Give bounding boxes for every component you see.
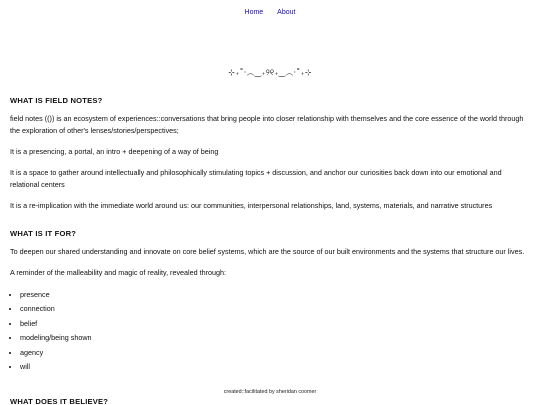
section-what-is-field-notes bbox=[10, 96, 526, 212]
top-nav bbox=[0, 8, 540, 17]
section-what-is-it-for bbox=[10, 229, 526, 374]
list-item: • connection bbox=[20, 302, 526, 316]
paragraph: It is a re-implication with the immediate world around us: our communities, interpersonal relationships, land, systems, materials, and narrative structures bbox=[10, 201, 493, 210]
section-heading-what-is: WHAT IS FIELD NOTES? bbox=[10, 96, 103, 105]
nav-link-home[interactable]: Home bbox=[244, 9, 264, 16]
main-content bbox=[10, 96, 526, 374]
list-item: • modeling/being shown bbox=[20, 331, 526, 345]
list-item: • will bbox=[20, 360, 526, 374]
list-item: • belief bbox=[20, 317, 526, 331]
paragraph: A reminder of the malleability and magic of reality, revealed through: bbox=[10, 268, 227, 277]
decorative-divider: ⊹₊˚‧︵‿₊୨୧₊‿︵‧˚₊⊹ bbox=[228, 68, 312, 77]
list-item: • agency bbox=[20, 346, 526, 360]
section-heading-what-believe: WHAT DOES IT BELIEVE? bbox=[10, 397, 109, 405]
reveal-list bbox=[10, 288, 526, 374]
paragraph: To deepen our shared understanding and innovate on core belief systems, which are the source of our built environments and the systems that structure our lives. bbox=[10, 247, 525, 256]
list-item: • presence bbox=[20, 288, 526, 302]
paragraph: field notes (()) is an ecosystem of experiences::conversations that bring people into closer relationship with themselves and the core essence of the world through the exploration of other's lenses/stories/perspectives; bbox=[10, 114, 524, 135]
footer-credit: created::facilitated by sheridan coomer bbox=[223, 389, 317, 395]
paragraph: It is a space to gather around intellectually and philosophically stimulating topics + discussion, and anchor our curiosities back down into our emotional and relational centers bbox=[10, 168, 502, 189]
section-heading-what-for: WHAT IS IT FOR? bbox=[10, 229, 77, 238]
paragraph: It is a presencing, a portal, an intro + deepening of a way of being bbox=[10, 147, 219, 156]
nav-link-about[interactable]: About bbox=[277, 9, 296, 16]
